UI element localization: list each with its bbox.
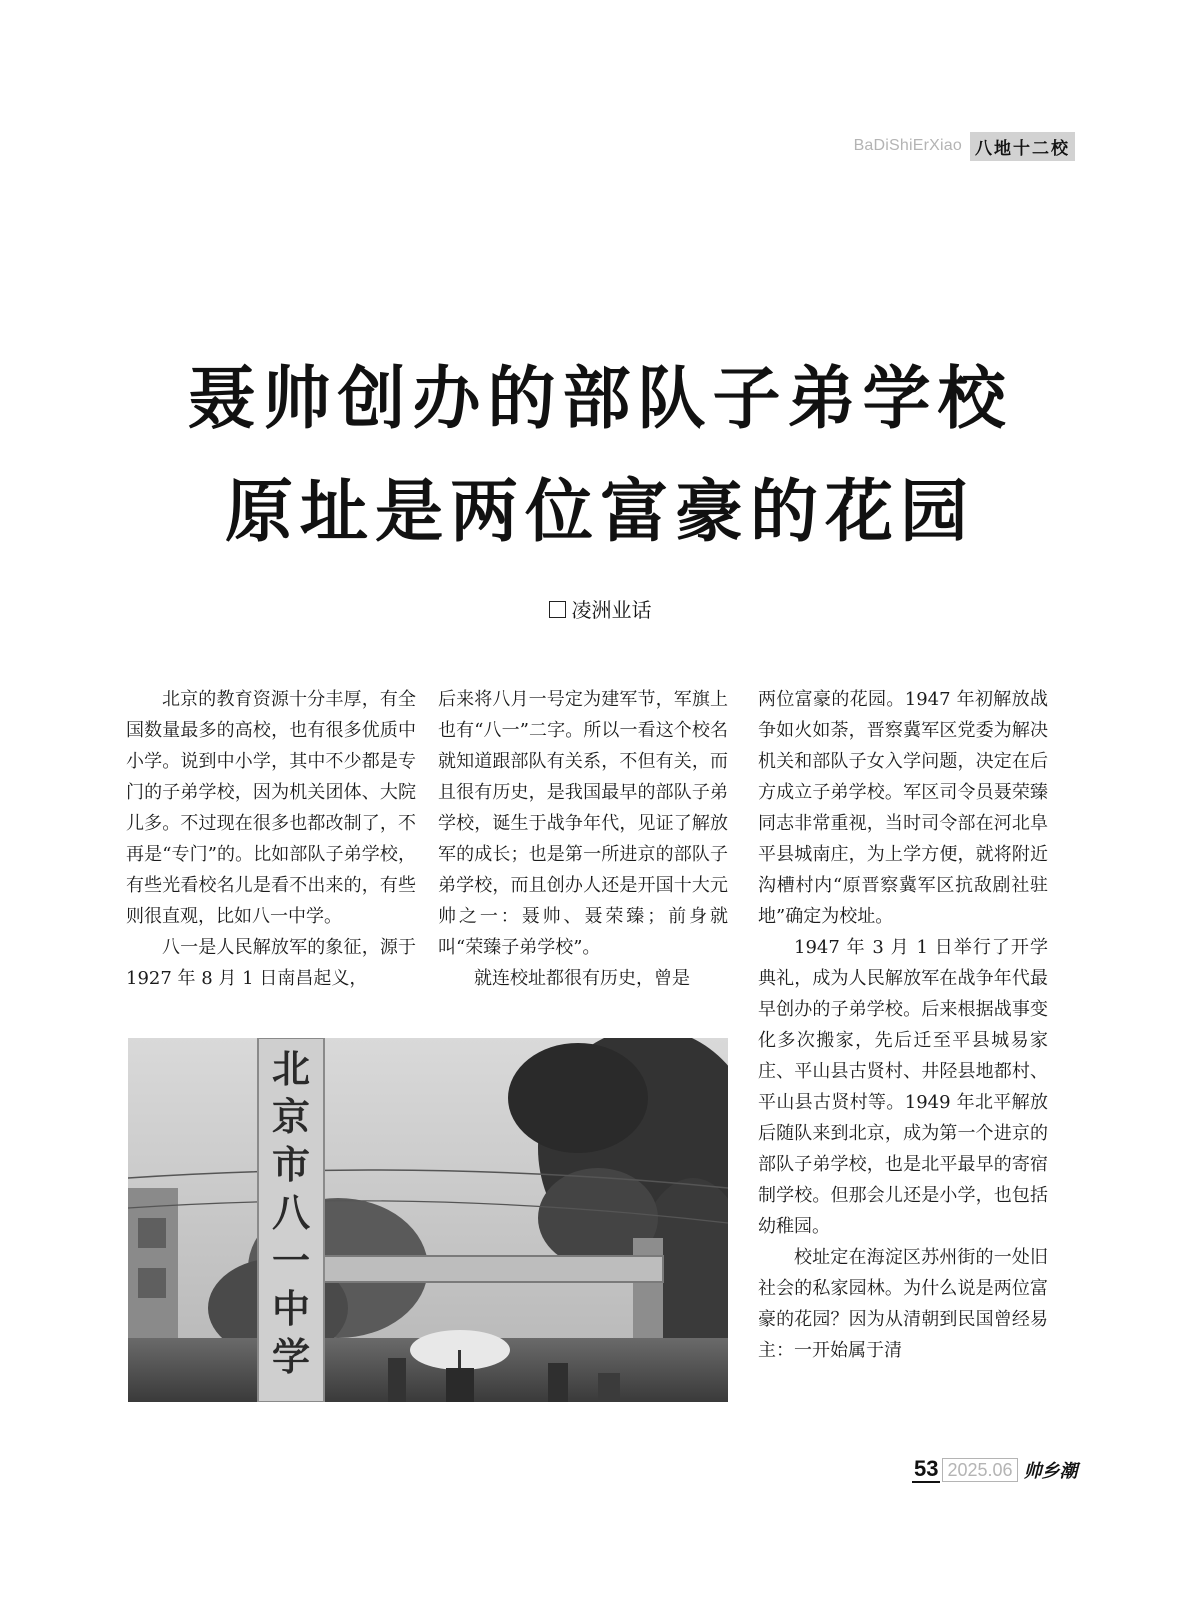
byline: [0, 594, 1200, 623]
text-column-2: [438, 684, 728, 994]
sign-char: 市: [271, 1143, 311, 1187]
article-title-line-2: 原址是两位富豪的花园: [224, 472, 975, 552]
sign-char: 京: [271, 1095, 311, 1139]
text-column-1: [126, 684, 416, 994]
paragraph: 两位富豪的花园。1947 年初解放战争如火如荼，晋察冀军区党委为解决机关和部队子女入学问题，决定在后方成立子弟学校。军区司令员聂荣臻同志非常重视，当时司令部在河北阜平县城南庄，为上学方便，就将附近沟槽村内“原晋察冀军区抗敌剧社驻地”确定为校址。: [758, 689, 1048, 927]
paragraph: 校址定在海淀区苏州街的一处旧社会的私家园林。为什么说是两位富豪的花园？因为从清朝到民国曾经易主：一开始属于清: [758, 1247, 1048, 1361]
page-footer: [912, 1456, 1078, 1484]
magazine-name: 帅乡潮: [1023, 1461, 1078, 1482]
header-pinyin: BaDiShiErXiao: [853, 137, 962, 154]
square-icon: [549, 601, 566, 618]
text-column-3: [758, 684, 1048, 1366]
page-number: 53: [914, 1456, 939, 1481]
author-name: 凌洲业话: [571, 598, 652, 622]
header-section-title: 八地十二校: [970, 132, 1075, 161]
paragraph: 1947 年 3 月 1 日举行了开学典礼，成为人民解放军在战争年代最早创办的子弟学校。后来根据战事变化多次搬家，先后迁至平县城易家庄、平山县古贤村、井陉县地都村、平山县古贤村等。1949 年北平解放后随队来到北京，成为第一个进京的部队子弟学校，也是北平最早的寄宿制学校。但那会儿还是小学，也包括幼稚园。: [758, 937, 1048, 1237]
sign-char: 中: [271, 1287, 311, 1331]
sign-char: 学: [271, 1335, 311, 1379]
sign-char: 北: [271, 1047, 311, 1091]
paragraph: 后来将八月一号定为建军节，军旗上也有“八一”二字。所以一看这个校名就知道跟部队有关系，不但有关，而且很有历史，是我国最早的部队子弟学校，诞生于战争年代，见证了解放军的成长；也是第一所进京的部队子弟学校，而且创办人还是开国十大元帅之一：聂帅、聂荣臻；前身就叫“荣臻子弟学校”。: [438, 689, 728, 958]
issue-date: 2025.06: [942, 1458, 1017, 1482]
paragraph: 北京的教育资源十分丰厚，有全国数量最多的高校，也有很多优质中小学。说到中小学，其中不少都是专门的子弟学校，因为机关团体、大院儿多。不过现在很多也都改制了，不再是“专门”的。比如部队子弟学校，有些光看校名儿是看不出来的，有些则很直观，比如八一中学。: [126, 689, 416, 927]
running-header: [800, 132, 1075, 160]
school-gate-photo: [128, 1038, 728, 1402]
sign-char: 八: [271, 1191, 311, 1235]
article-title-line-1: 聂帅创办的部队子弟学校: [187, 359, 1013, 439]
paragraph: 就连校址都很有历史，曾是: [474, 968, 690, 989]
paragraph: 八一是人民解放军的象征，源于 1927 年 8 月 1 日南昌起义，: [126, 937, 416, 989]
sign-char: 一: [271, 1239, 311, 1283]
